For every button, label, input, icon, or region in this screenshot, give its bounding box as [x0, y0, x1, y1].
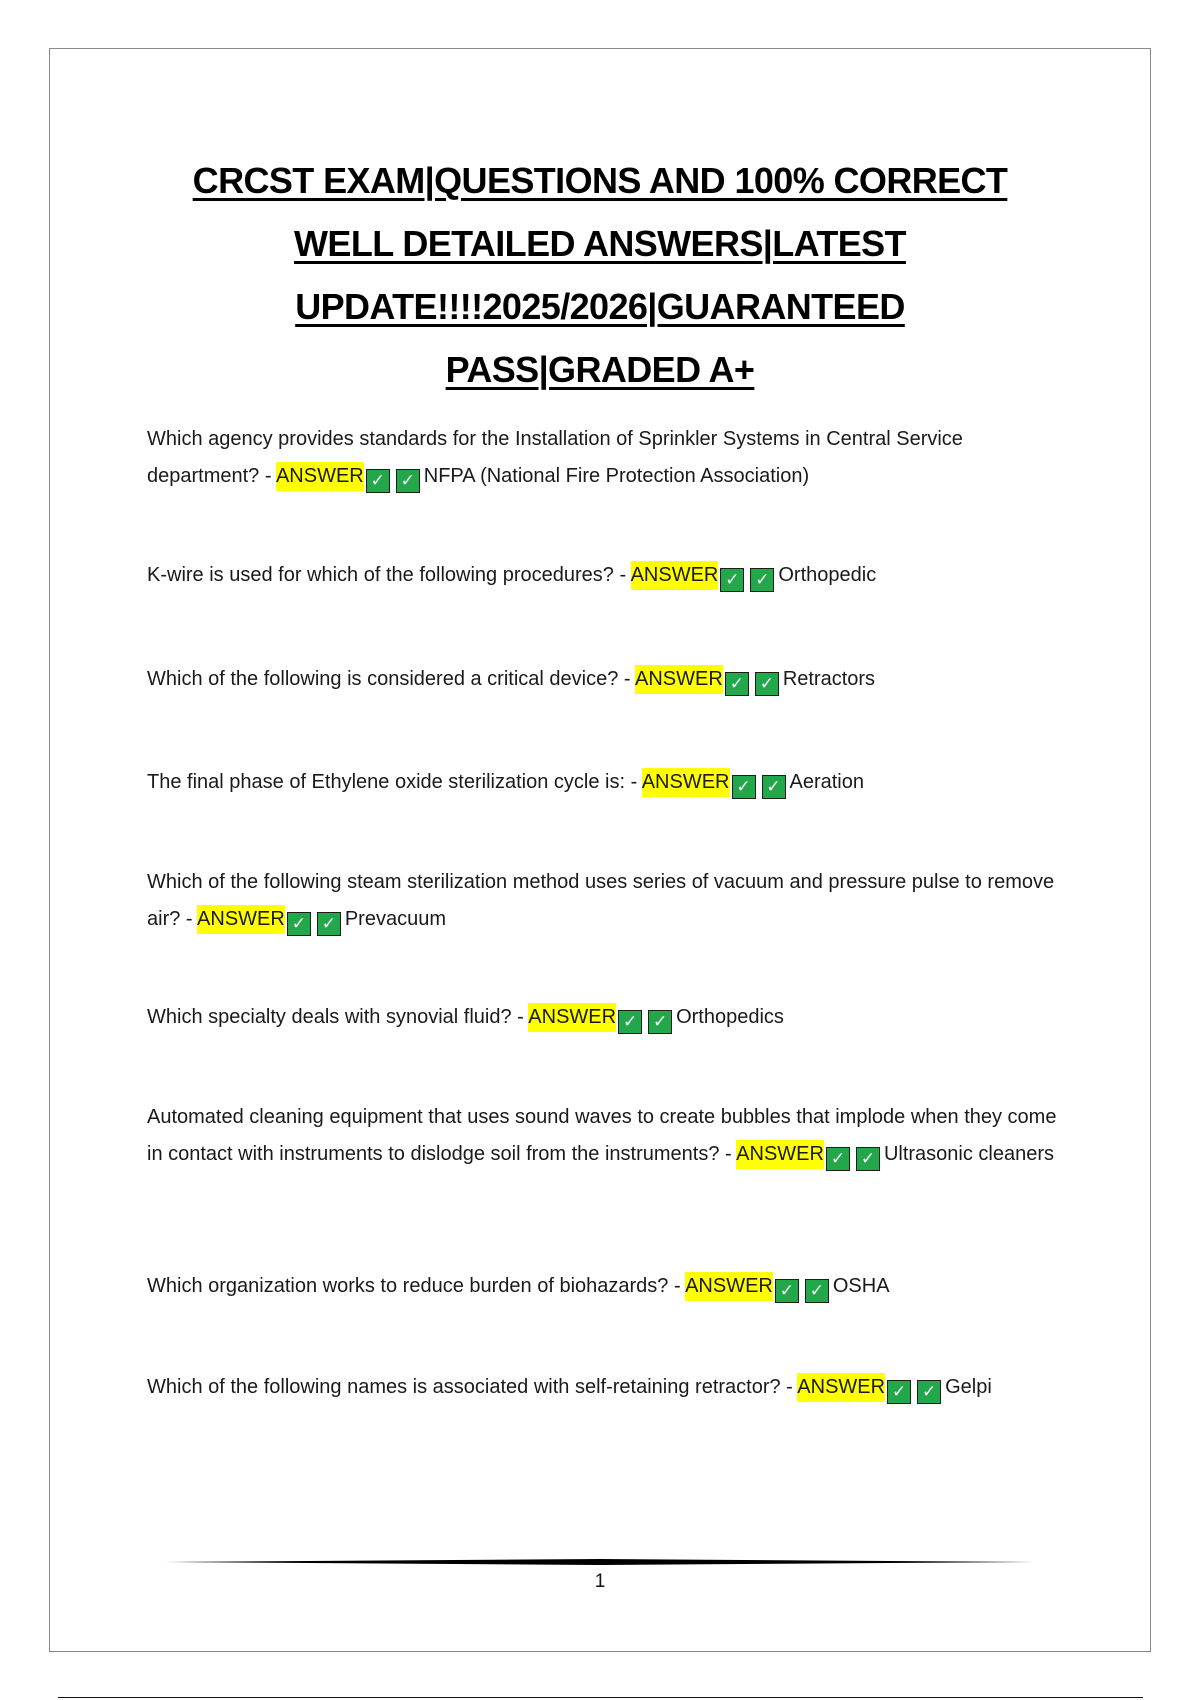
qa-item: [147, 557, 1067, 594]
qa-item: [147, 661, 1067, 698]
qa-item: [147, 1268, 1067, 1305]
page-number: 1: [594, 1571, 606, 1592]
check-mark-icon: ✓: [287, 912, 311, 936]
answer-label: ANSWER: [642, 768, 730, 797]
bottom-divider: [58, 1697, 1143, 1698]
check-mark-icon: ✓: [720, 568, 744, 592]
check-mark-icon: ✓: [317, 912, 341, 936]
answer-label: ANSWER: [635, 665, 723, 694]
answer-text: Aeration: [789, 771, 864, 793]
check-mark-icon: ✓: [775, 1279, 799, 1303]
title-line: PASS|GRADED A+: [445, 349, 755, 390]
question-text: Which specialty deals with synovial fluid? -: [147, 1006, 529, 1028]
answer-text: Ultrasonic cleaners: [883, 1143, 1055, 1165]
check-mark-icon: ✓: [396, 469, 420, 493]
answer-label: ANSWER: [797, 1373, 885, 1402]
title-line: UPDATE!!!!2025/2026|GUARANTEED: [295, 286, 905, 327]
answer-text: Retractors: [782, 668, 876, 690]
answer-label: ANSWER: [685, 1272, 773, 1301]
question-text: Which of the following names is associated with self-retaining retractor? -: [147, 1376, 798, 1398]
check-mark-icon: ✓: [755, 672, 779, 696]
question-text: The final phase of Ethylene oxide sterilization cycle is: -: [147, 771, 642, 793]
check-mark-icon: ✓: [618, 1010, 642, 1034]
qa-item: [147, 421, 1067, 495]
question-text: Which organization works to reduce burden of biohazards? -: [147, 1275, 686, 1297]
check-mark-icon: ✓: [805, 1279, 829, 1303]
answer-label: ANSWER: [197, 905, 285, 934]
check-mark-icon: ✓: [856, 1147, 880, 1171]
title-line: WELL DETAILED ANSWERS|LATEST: [294, 223, 906, 264]
qa-item: [147, 764, 1067, 801]
check-mark-icon: ✓: [366, 469, 390, 493]
answer-text: NFPA (National Fire Protection Association): [423, 465, 810, 487]
question-text: Which of the following steam sterilization method uses series of vacuum and pressure pulse to remove air? -: [147, 871, 1055, 930]
qa-item: [147, 1099, 1067, 1173]
answer-text: Orthopedic: [778, 564, 877, 586]
question-text: Which of the following is considered a critical device? -: [147, 668, 636, 690]
check-mark-icon: ✓: [732, 775, 756, 799]
answer-label: ANSWER: [276, 462, 364, 491]
check-mark-icon: ✓: [648, 1010, 672, 1034]
check-mark-icon: ✓: [725, 672, 749, 696]
check-mark-icon: ✓: [917, 1380, 941, 1404]
answer-label: ANSWER: [528, 1003, 616, 1032]
answer-text: Gelpi: [945, 1376, 992, 1398]
document-page: [49, 48, 1151, 1652]
check-mark-icon: ✓: [750, 568, 774, 592]
title-line: CRCST EXAM|QUESTIONS AND 100% CORRECT: [192, 160, 1008, 201]
footer-divider: [165, 1559, 1035, 1565]
question-text: Automated cleaning equipment that uses sound waves to create bubbles that implode when they come in contact with instruments to dislodge soil from the instruments? -: [147, 1106, 1057, 1165]
question-text: Which agency provides standards for the Installation of Sprinkler Systems in Central Service department? -: [147, 428, 963, 487]
check-mark-icon: ✓: [826, 1147, 850, 1171]
qa-item: [147, 1369, 1067, 1406]
question-text: K-wire is used for which of the following procedures? -: [147, 564, 631, 586]
answer-text: Orthopedics: [676, 1006, 784, 1028]
answer-text: OSHA: [832, 1275, 890, 1297]
check-mark-icon: ✓: [887, 1380, 911, 1404]
qa-item: [147, 864, 1067, 938]
document-title: [50, 149, 1150, 401]
answer-text: Prevacuum: [344, 908, 446, 930]
check-mark-icon: ✓: [762, 775, 786, 799]
answer-label: ANSWER: [631, 561, 719, 590]
answer-label: ANSWER: [736, 1140, 824, 1169]
qa-item: [147, 999, 1067, 1036]
